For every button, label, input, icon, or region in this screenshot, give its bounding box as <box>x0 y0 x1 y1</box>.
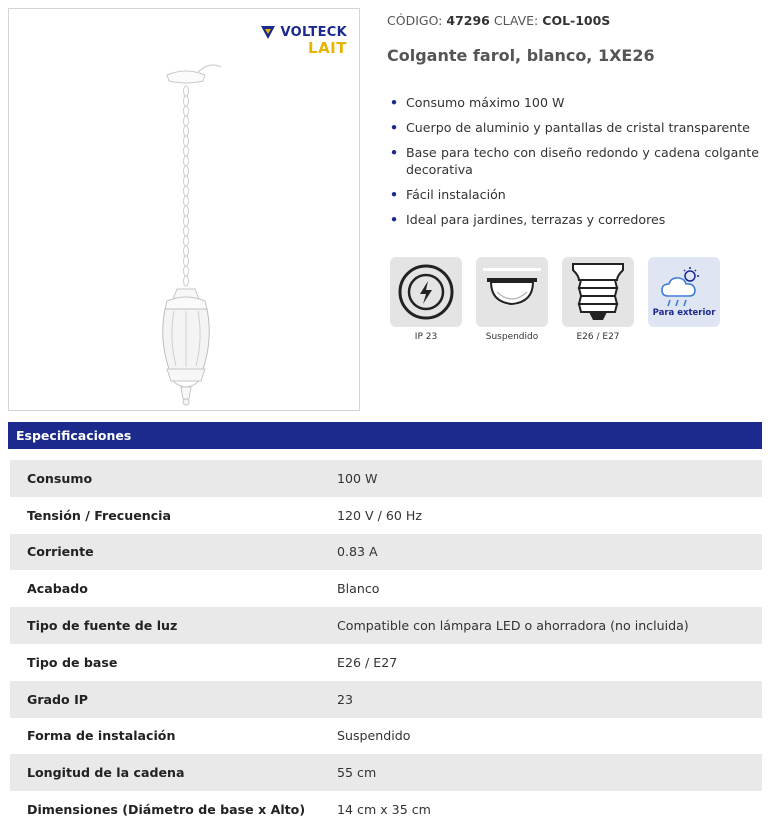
spec-label: Acabado <box>27 581 88 597</box>
product-code-line <box>387 13 610 28</box>
spec-row <box>10 497 762 534</box>
weather-icon <box>656 266 712 310</box>
product-title: Colgante farol, blanco, 1XE26 <box>387 46 655 65</box>
product-key: COL-100S <box>542 13 611 28</box>
spec-row <box>10 681 762 718</box>
product-code: 47296 <box>446 13 490 28</box>
feature-item: • Cuerpo de aluminio y pantallas de cristal transparente <box>387 119 759 136</box>
spec-label: Tensión / Frecuencia <box>27 507 171 523</box>
badge-outdoor <box>648 257 720 342</box>
feature-item: • Base para techo con diseño redondo y cadena colgante decorativa <box>387 144 759 178</box>
spec-label: Consumo <box>27 470 93 486</box>
badge-ip <box>390 257 462 342</box>
spec-value: 23 <box>337 691 354 707</box>
feature-item: • Ideal para jardines, terrazas y corredores <box>387 211 759 228</box>
spec-row <box>10 791 762 828</box>
feature-item: • Fácil instalación <box>387 186 759 203</box>
product-image <box>8 8 360 411</box>
badge-socket <box>562 257 634 342</box>
feature-list <box>387 94 759 236</box>
bulb-base-icon <box>565 260 631 324</box>
spec-value: 14 cm x 35 cm <box>337 802 431 818</box>
feature-badges <box>390 257 720 342</box>
spec-value: Suspendido <box>337 728 411 744</box>
spec-label: Tipo de fuente de luz <box>27 618 178 634</box>
spec-value: 100 W <box>337 470 378 486</box>
spec-value: Blanco <box>337 581 380 597</box>
badge-label: E26 / E27 <box>576 332 620 342</box>
spec-label: Longitud de la cadena <box>27 765 185 781</box>
spec-row <box>10 607 762 644</box>
feature-item: • Consumo máximo 100 W <box>387 94 759 111</box>
badge-label: IP 23 <box>414 332 438 342</box>
badge-label: Para exterior <box>652 308 716 318</box>
badge-label: Suspendido <box>485 332 539 342</box>
brand-sub: LAIT <box>308 39 347 57</box>
spec-label: Tipo de base <box>27 654 118 670</box>
spec-label: Dimensiones (Diámetro de base x Alto) <box>27 802 306 818</box>
spec-value: 0.83 A <box>337 544 378 560</box>
spec-row <box>10 754 762 791</box>
spec-row <box>10 570 762 607</box>
spec-value: E26 / E27 <box>337 654 398 670</box>
spec-row <box>10 644 762 681</box>
spec-label: Forma de instalación <box>27 728 176 744</box>
badge-suspended <box>476 257 548 342</box>
ceiling-mount-icon <box>479 262 545 322</box>
key-label: CLAVE: <box>493 13 539 28</box>
code-label: CÓDIGO: <box>387 13 443 28</box>
pendant-lantern-image <box>9 9 359 410</box>
specs-table <box>10 460 762 828</box>
specs-header: Especificaciones <box>8 422 762 449</box>
spec-value: 120 V / 60 Hz <box>337 507 423 523</box>
spec-row <box>10 460 762 497</box>
spec-label: Corriente <box>27 544 94 560</box>
spec-row <box>10 718 762 755</box>
spec-row <box>10 534 762 571</box>
spec-label: Grado IP <box>27 691 89 707</box>
spec-value: 55 cm <box>337 765 377 781</box>
spec-value: Compatible con lámpara LED o ahorradora (no incluida) <box>337 618 689 634</box>
brand-name: VOLTECK <box>280 24 347 40</box>
lightning-circle-icon <box>396 262 456 322</box>
